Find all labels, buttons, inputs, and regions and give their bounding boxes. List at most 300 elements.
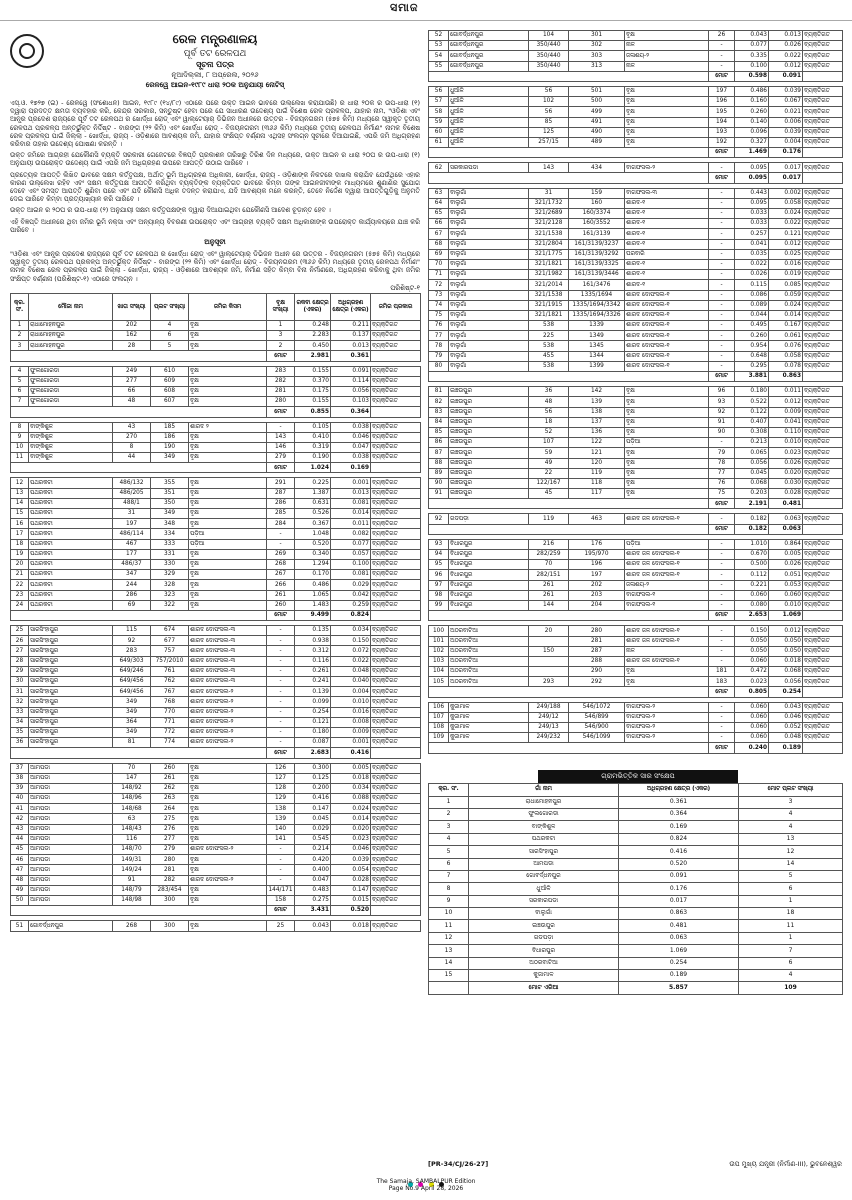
table-cell: 34	[11, 717, 29, 727]
table-cell: ଶାରଦ ଦୋଫସଲ-୧	[625, 321, 709, 331]
table-cell: ଇଞ୍ଚଉପୁର	[449, 489, 529, 499]
table-cell: -	[709, 163, 735, 173]
table-cell: ଅଠରବାଟିଆ	[449, 656, 529, 666]
subtotal-total-area: 0.598	[735, 71, 769, 81]
summary-row	[429, 858, 843, 870]
table-cell: 768	[151, 697, 189, 707]
table-cell: 0.041	[735, 239, 769, 249]
table-cell: ବ୍ୟକ୍ତିଗତ	[803, 219, 843, 229]
table-cell: ସାରସିଂହାପୁର	[29, 738, 113, 748]
table-cell: -	[709, 41, 735, 51]
table-cell: 138	[569, 407, 625, 417]
table-row	[11, 478, 421, 488]
table-cell: 183	[709, 677, 735, 687]
subtotal-spacer	[429, 372, 709, 382]
table-cell: 677	[151, 636, 189, 646]
table-cell: 0.046	[769, 712, 803, 722]
table-cell: 0.545	[295, 834, 331, 844]
table-cell: 330	[151, 559, 189, 569]
summary-plots: 12	[739, 846, 843, 858]
subtotal-label: ମୋଟ	[709, 687, 735, 697]
table-cell: 149/24	[113, 865, 151, 875]
summary-plots: 1	[739, 895, 843, 907]
table-cell: 127	[267, 773, 295, 783]
table-cell: 56	[429, 86, 449, 96]
table-row	[429, 646, 843, 656]
summary-serial: 15	[429, 970, 469, 982]
table-cell: 82	[429, 397, 449, 407]
table-cell: ବୃକ୍ଷ	[189, 921, 267, 931]
table-cell: 122/167	[529, 478, 569, 488]
table-cell: ଅଠରବାଟିଆ	[449, 677, 529, 687]
table-cell: ବୃକ୍ଷ	[625, 387, 709, 397]
summary-row	[429, 970, 843, 982]
table-cell: 0.112	[735, 570, 769, 580]
table-cell: 301	[569, 31, 625, 41]
column-header: ରକବା କ୍ଷେତ୍ର (ଏକର)	[295, 293, 331, 320]
table-cell: ପଥରକଟା	[29, 600, 113, 610]
summary-village: କୁଜାମାଳ	[469, 970, 619, 982]
table-cell: ଶାରଦ ଦୋଫସଲ-୧	[625, 341, 709, 351]
table-cell: ବ୍ୟକ୍ତିଗତ	[803, 163, 843, 173]
table-cell: 0.020	[769, 468, 803, 478]
table-cell: 1.010	[735, 539, 769, 549]
table-cell: 99	[429, 600, 449, 610]
table-row	[429, 626, 843, 636]
table-cell: ଧୁଆଁଳି	[449, 137, 529, 147]
table-row	[429, 438, 843, 448]
table-cell: 177	[113, 549, 151, 559]
table-cell: 196	[569, 560, 625, 570]
table-cell: 92	[429, 514, 449, 524]
table-row	[11, 453, 421, 463]
table-cell: ଶାରଦ ଦୋଫସଲ-୩	[189, 636, 267, 646]
table-cell: 43	[113, 422, 151, 432]
table-cell: 85	[429, 427, 449, 437]
table-cell: 0.060	[735, 656, 769, 666]
table-cell: -	[267, 539, 295, 549]
table-cell: 321/2689	[529, 209, 569, 219]
table-cell: ବୃକ୍ଷ	[189, 519, 267, 529]
table-cell: ଅଠରବାଟିଆ	[449, 636, 529, 646]
table-cell: 757	[151, 646, 189, 656]
table-cell: ବ୍ୟକ୍ତିଗତ	[803, 310, 843, 320]
subtotal-row	[11, 407, 421, 417]
table-cell: 283/454	[151, 885, 189, 895]
table-row	[11, 773, 421, 783]
table-cell: 282	[151, 875, 189, 885]
subtotal-spacer	[803, 687, 843, 697]
table-cell: 0.050	[769, 636, 803, 646]
subtotal-acquired-area: 0.481	[769, 499, 803, 509]
table-row	[11, 397, 421, 407]
table-cell: 266	[267, 580, 295, 590]
table-cell: 92	[113, 636, 151, 646]
table-cell: 0.054	[331, 865, 371, 875]
notice-title: ସୂଚନା ପତ୍ର	[196, 60, 234, 69]
subtotal-row	[429, 611, 843, 621]
table-cell: 0.035	[735, 249, 769, 259]
table-cell: 321/1982	[529, 270, 569, 280]
summary-area: 0.091	[619, 870, 739, 882]
table-cell: 102	[529, 97, 569, 107]
table-cell: ଶାରଦ ଦୋଫସଲ-୨	[189, 717, 267, 727]
table-cell: 0.018	[331, 773, 371, 783]
column-header: ମୌଜା ନାମ	[29, 293, 113, 320]
subtotal-total-area: 0.855	[295, 407, 331, 417]
table-cell: ବାଲୁଗାଁ	[449, 229, 529, 239]
table-cell: 0.370	[295, 376, 331, 386]
table-cell: 350/440	[529, 41, 569, 51]
notice-paragraph: ଉକ୍ତ ଜମିରେ ଆଗ୍ରହୀ ଯେକୌଣସି ବ୍ୟକ୍ତି ସରକାରୀ ଗେଜେଟରେ ବିଜ୍ଞପ୍ତି ପ୍ରକାଶନ ତାରିଖରୁ ତିରିଶ ଦିନ ମଧ୍ୟରେ, ଉକ୍ତ ଆଇନ ର ଧାରା ୨୦ଘ ର ଉପ-ଧାରା (୧) ଅନୁଯାୟୀ ଉପରୋକ୍ତ ଉଦ୍ଦେଶ୍ୟ ପାଇଁ ଏପରି ଜମି ଅଧିଗ୍ରହଣ ଉପରେ ଆପତ୍ତି ଉଠାଇ ପାରିବେ ।	[10, 151, 420, 168]
table-cell: ଗୋବର୍ଦ୍ଧନପୁର	[449, 51, 529, 61]
table-cell: 0.028	[331, 875, 371, 885]
table-cell: 158	[267, 895, 295, 905]
table-cell: 0.076	[769, 341, 803, 351]
table-cell: ବ୍ୟକ୍ତିଗତ	[803, 427, 843, 437]
table-cell: ପଥରକଟା	[29, 519, 113, 529]
table-cell: 293	[529, 677, 569, 687]
table-cell: ବୃକ୍ଷ	[625, 97, 709, 107]
table-row	[11, 386, 421, 396]
table-cell: 49	[529, 458, 569, 468]
table-cell: 1.387	[295, 488, 331, 498]
table-cell: ବ୍ୟକ୍ତିଗତ	[371, 549, 421, 559]
table-cell: 45	[529, 489, 569, 499]
subtotal-spacer	[803, 148, 843, 158]
table-cell: ବୃକ୍ଷ	[189, 824, 267, 834]
table-cell: 770	[151, 707, 189, 717]
table-cell: 0.077	[735, 41, 769, 51]
table-cell: ପଡ଼ିଆ	[625, 539, 709, 549]
table-cell: ବ୍ୟକ୍ତିଗତ	[803, 127, 843, 137]
table-cell: 0.056	[769, 677, 803, 687]
table-cell: 0.214	[295, 845, 331, 855]
summary-serial: 4	[429, 833, 469, 845]
table-cell: 10	[11, 442, 29, 452]
table-row	[429, 341, 843, 351]
table-cell: 1344	[569, 351, 625, 361]
table-cell: ବୃକ୍ଷ	[625, 427, 709, 437]
table-cell: 0.486	[735, 86, 769, 96]
table-row	[429, 137, 843, 147]
table-cell: 538	[529, 341, 569, 351]
table-cell: ବୃକ୍ଷ	[625, 478, 709, 488]
table-cell: ଇଞ୍ଚଉପୁର	[449, 427, 529, 437]
table-cell: ସାରସିଂହାପୁର	[29, 697, 113, 707]
summary-plots: 18	[739, 908, 843, 920]
table-cell: 0.018	[331, 921, 371, 931]
summary-plots: 11	[739, 920, 843, 932]
table-cell: 249/188	[529, 702, 569, 712]
table-cell: 288	[569, 656, 625, 666]
table-cell: 72	[429, 280, 449, 290]
table-cell: 1339	[569, 321, 625, 331]
table-cell: ବ୍ୟକ୍ତିଗତ	[371, 341, 421, 351]
column-header: ଜମିର ପ୍ରକାର	[371, 293, 421, 320]
summary-village: ଅଠରବାଟିଆ	[469, 957, 619, 969]
table-cell: 244	[113, 580, 151, 590]
table-cell: 140	[267, 824, 295, 834]
summary-serial: 3	[429, 821, 469, 833]
table-row	[429, 712, 843, 722]
table-cell: ଫୁଲଗୋରଡା	[29, 386, 113, 396]
table-cell: 538	[529, 361, 569, 371]
notice-code: [PR-34/CJ/26-27]	[428, 1160, 489, 1168]
table-cell: 32	[11, 697, 29, 707]
table-cell: 486/37	[113, 559, 151, 569]
table-cell: 0.026	[769, 560, 803, 570]
table-cell: ବ୍ୟକ୍ତିଗତ	[803, 290, 843, 300]
table-row	[11, 824, 421, 834]
table-cell: 118	[569, 478, 625, 488]
table-cell: ରାଧାମୋହନପୁର	[29, 331, 113, 341]
table-cell: ଫୁଲଗୋରଡା	[29, 376, 113, 386]
subtotal-label: ମୋଟ	[267, 463, 295, 473]
table-cell: ଇଞ୍ଚଉପୁର	[449, 417, 529, 427]
subtotal-spacer	[11, 351, 267, 361]
table-cell: ବ୍ୟକ୍ତିଗତ	[371, 488, 421, 498]
table-cell: ବୃକ୍ଷ	[625, 397, 709, 407]
table-cell: -	[709, 249, 735, 259]
table-cell: 66	[429, 219, 449, 229]
table-row	[429, 560, 843, 570]
table-cell: -	[267, 707, 295, 717]
table-cell: ବୃକ୍ଷ	[189, 895, 267, 905]
table-cell: 0.048	[331, 666, 371, 676]
table-row	[11, 885, 421, 895]
table-row	[11, 656, 421, 666]
table-cell: ବିଧାରପୁର	[449, 590, 529, 600]
table-cell: ବ୍ୟକ୍ତିଗତ	[371, 875, 421, 885]
table-cell: 31	[113, 509, 151, 519]
table-cell: 0.248	[295, 320, 331, 330]
table-cell: ବୃକ୍ଷ	[189, 580, 267, 590]
table-cell: ବ୍ୟକ୍ତିଗତ	[371, 707, 421, 717]
table-cell: ପଡ଼ିଆ	[625, 438, 709, 448]
table-cell: 0.012	[769, 626, 803, 636]
table-cell: 161/3139/3292	[569, 249, 625, 259]
table-cell: -	[709, 229, 735, 239]
table-cell: -	[267, 738, 295, 748]
schedule-paragraph: "ଓଡ଼ିଶା ଏବଂ ଆନ୍ଧ୍ର ପ୍ରଦେଶ ରାଜ୍ୟରେ ପୂର୍ବ ତଟ ରେଳପଥ ର ଖୋର୍ଦ୍ଧା ରୋଡ୍ ଏବଂ ୱାଲ୍ଟେୟାର୍ ଡିଭିଜନ ଅଧୀନ ରେ ଉତ୍ତର - ବିଜୟନଗରମ (୫୭୫ କିମି) ମଧ୍ୟରେ ସ୍ୱୀକୃତ ତୃତୀୟ ରେଳପଥ ପ୍ରକଳ୍ପ ଅନ୍ତର୍ଭୁକ୍ତ ନିର୍ଦ୍ଦିଷ୍ଟ - ବାରଙ୍ଗ (୨୨ କିମି) ଏବଂ ଖୋର୍ଦ୍ଧା ରୋଡ୍ - ବିଜୟନଗରମ (୩୬୬ କିମି) ମଧ୍ୟରେ ତୃତୀୟ ରେଳପଥ ନିର୍ମାଣ" ନାମକ ବିଶେଷ ରେଳ ପ୍ରକଳ୍ପ ପାଇଁ ଜିଲ୍ଲା - ଖୋର୍ଦ୍ଧା, ରାଜ୍ୟ - ଓଡ଼ିଶାରେ ଆବଶ୍ୟକ ଜମି, ନିର୍ମାଣ ସହିତ କିମ୍ବା ବିନା ନିର୍ମାଣରେ, ଅଧିଗ୍ରହଣ କରିବାକୁ ଥିବା ଜମିର ସଂକ୍ଷିପ୍ତ ବର୍ଣ୍ଣନା (ପରିଶିଷ୍ଟ-୧) ଏଠାରେ ସଂଲଗ୍ନ ।	[10, 250, 420, 283]
table-cell: ବ୍ୟକ୍ତିଗତ	[371, 697, 421, 707]
table-cell: 69	[429, 249, 449, 259]
table-cell: 757/2010	[151, 656, 189, 666]
table-cell: -	[267, 656, 295, 666]
table-cell: 69	[113, 600, 151, 610]
schedule-title: ଅନୁସୂଚୀ	[204, 238, 226, 247]
subtotal-acquired-area: 0.017	[769, 173, 803, 183]
table-cell: ବ୍ୟକ୍ତିଗତ	[803, 590, 843, 600]
subtotal-spacer	[371, 463, 421, 473]
table-row	[429, 427, 843, 437]
table-cell: ବ୍ୟକ୍ତିଗତ	[371, 687, 421, 697]
subtotal-total-area: 0.182	[735, 524, 769, 534]
table-cell: 0.221	[735, 580, 769, 590]
table-cell: 28	[113, 341, 151, 351]
table-row	[11, 875, 421, 885]
table-row	[11, 814, 421, 824]
table-cell: 347	[113, 570, 151, 580]
table-cell: ବ୍ୟକ୍ତିଗତ	[371, 855, 421, 865]
table-cell: 148/43	[113, 824, 151, 834]
table-cell: 2	[11, 331, 29, 341]
column-header: ଖାତା ସଂଖ୍ୟା	[113, 293, 151, 320]
table-cell: ଶାରଦ ଦୋଫସଲ-୨	[189, 687, 267, 697]
table-cell: ବୃକ୍ଷ	[189, 331, 267, 341]
table-cell: 146	[267, 442, 295, 452]
subtotal-label: ମୋଟ	[267, 407, 295, 417]
table-cell: 0.472	[735, 667, 769, 677]
table-cell: ବାଗଫସଲ-୨	[625, 163, 709, 173]
table-cell: 22	[11, 580, 29, 590]
table-cell: ଶାରଦ-୧	[625, 270, 709, 280]
table-cell: 79	[429, 351, 449, 361]
table-cell: 128	[267, 783, 295, 793]
table-cell: 0.086	[735, 290, 769, 300]
table-cell: 349	[151, 453, 189, 463]
table-cell: 39	[11, 783, 29, 793]
table-cell: ବ୍ୟକ୍ତିଗତ	[803, 97, 843, 107]
table-cell: 268	[113, 921, 151, 931]
table-cell: 0.002	[769, 188, 803, 198]
table-cell: ଗଡପଡ଼ା	[449, 514, 529, 524]
table-cell: 0.009	[331, 727, 371, 737]
table-row	[11, 763, 421, 773]
table-cell: 762	[151, 677, 189, 687]
table-cell: -	[709, 570, 735, 580]
subtotal-spacer	[429, 524, 709, 534]
table-cell: 0.012	[769, 239, 803, 249]
table-cell: 74	[429, 300, 449, 310]
table-cell: ବ୍ୟକ୍ତିଗତ	[803, 259, 843, 269]
summary-plots: 6	[739, 957, 843, 969]
table-cell: 0.001	[331, 738, 371, 748]
subtotal-spacer	[803, 743, 843, 753]
summary-village: ଧୁଆଁଳି	[469, 883, 619, 895]
table-cell: ବିଧାରପୁର	[449, 550, 529, 560]
table-cell: 486/205	[113, 488, 151, 498]
table-cell: ବ୍ୟକ୍ତିଗତ	[803, 560, 843, 570]
table-cell: ବ୍ୟକ୍ତିଗତ	[371, 794, 421, 804]
table-cell: 0.022	[331, 656, 371, 666]
table-cell: 277	[151, 834, 189, 844]
table-cell: ବ୍ୟକ୍ତିଗତ	[371, 570, 421, 580]
table-cell: 0.013	[331, 341, 371, 351]
table-cell: 24	[11, 600, 29, 610]
table-cell: 300	[151, 895, 189, 905]
table-cell: ବୃକ୍ଷ	[189, 804, 267, 814]
table-cell: ଶାରଦ ଦୋଫସଲ-୩	[189, 656, 267, 666]
table-cell: ଶାରଦ ଦୋଫସଲ-୩	[189, 666, 267, 676]
table-row	[429, 321, 843, 331]
table-cell	[529, 636, 569, 646]
table-cell: 268	[267, 559, 295, 569]
table-cell: 98	[429, 590, 449, 600]
table-cell: 0.631	[295, 498, 331, 508]
subtotal-acquired-area: 0.254	[769, 687, 803, 697]
subtotal-label: ମୋଟ	[709, 524, 735, 534]
table-cell: ବ୍ୟକ୍ତିଗତ	[803, 712, 843, 722]
table-cell: ବୃକ୍ଷ	[189, 509, 267, 519]
table-cell: 275	[151, 814, 189, 824]
table-row	[11, 341, 421, 351]
table-cell: ବାଲୁଗାଁ	[449, 351, 529, 361]
table-cell: 51	[11, 921, 29, 931]
table-row	[11, 687, 421, 697]
table-cell: 0.082	[331, 529, 371, 539]
table-cell: 328	[151, 580, 189, 590]
table-cell: ବୃକ୍ଷ	[189, 366, 267, 376]
table-cell: -	[709, 636, 735, 646]
table-row	[11, 855, 421, 865]
summary-total-row	[429, 982, 843, 994]
subtotal-spacer	[803, 611, 843, 621]
table-cell: ବ୍ୟକ୍ତିଗତ	[803, 636, 843, 646]
table-cell: -	[709, 438, 735, 448]
table-cell: ଗୋବର୍ଦ୍ଧନପୁର	[449, 41, 529, 51]
table-cell: ବାଲୁଗାଁ	[449, 188, 529, 198]
subtotal-row	[11, 351, 421, 361]
subtotal-total-area: 1.469	[735, 148, 769, 158]
table-cell: 331	[151, 549, 189, 559]
table-cell: 203	[569, 590, 625, 600]
column-header: ପ୍ଲଟ ସଂଖ୍ୟା	[151, 293, 189, 320]
table-cell: 0.009	[769, 407, 803, 417]
summary-title: ଗ୍ରାମଭିତ୍ତିକ ସାର ସଂକ୍ଷେପ	[538, 770, 738, 783]
table-cell: 100	[429, 626, 449, 636]
table-cell: -	[267, 875, 295, 885]
table-cell: ବୃକ୍ଷ	[189, 397, 267, 407]
table-cell: 0.300	[295, 763, 331, 773]
table-row	[429, 636, 843, 646]
table-cell: 0.056	[735, 458, 769, 468]
table-cell: ସରକାରପଡା	[449, 163, 529, 173]
summary-table	[428, 783, 843, 995]
table-row	[429, 61, 843, 71]
table-cell: 0.254	[295, 707, 331, 717]
table-cell: 0.110	[769, 427, 803, 437]
table-cell: 58	[429, 107, 449, 117]
table-cell: 546/900	[569, 723, 625, 733]
table-cell: ବ୍ୟକ୍ତିଗତ	[803, 514, 843, 524]
table-cell: 349	[113, 707, 151, 717]
table-cell: 0.670	[735, 550, 769, 560]
table-cell: 60	[429, 127, 449, 137]
table-cell: ବୃକ୍ଷ	[189, 442, 267, 452]
table-cell: 64	[429, 198, 449, 208]
table-cell: 0.367	[295, 519, 331, 529]
table-row	[429, 107, 843, 117]
table-cell: 0.063	[769, 514, 803, 524]
table-cell: 83	[429, 407, 449, 417]
table-cell: ବ୍ୟକ୍ତିଗତ	[371, 865, 421, 875]
table-cell: 160/3374	[569, 209, 625, 219]
table-cell: 148/70	[113, 845, 151, 855]
table-cell: 0.016	[331, 707, 371, 717]
table-row	[429, 417, 843, 427]
table-cell: 107	[429, 712, 449, 722]
subtotal-total-area: 3.881	[735, 372, 769, 382]
table-cell: -	[267, 855, 295, 865]
table-cell: 302	[569, 41, 625, 51]
summary-village: ବାଲୁଗାଁ	[469, 908, 619, 920]
table-cell: 0.019	[769, 270, 803, 280]
subtotal-acquired-area: 1.069	[769, 611, 803, 621]
table-cell: 150	[529, 646, 569, 656]
table-cell: -	[709, 280, 735, 290]
